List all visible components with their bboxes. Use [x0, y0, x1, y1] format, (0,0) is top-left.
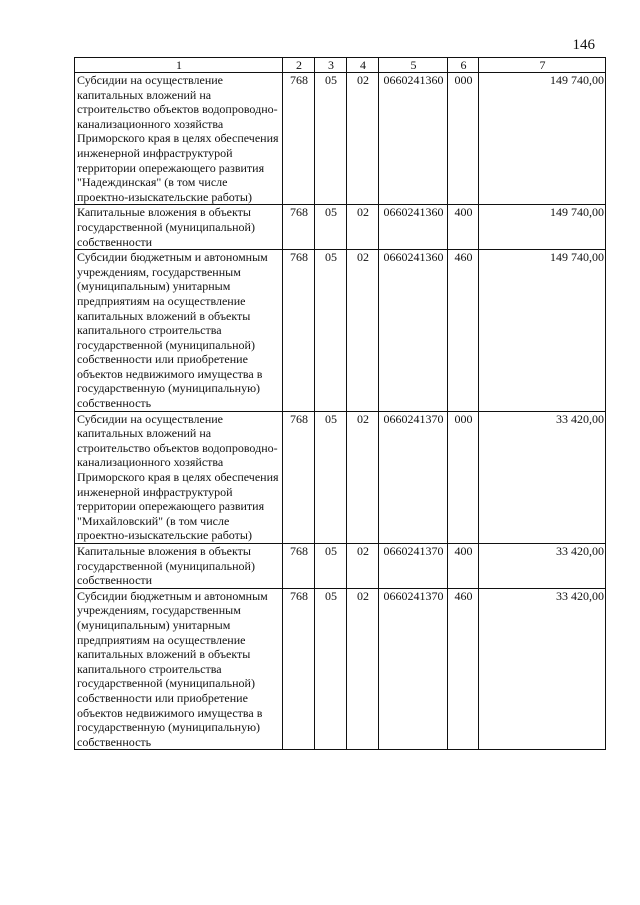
target-code-cell: 0660241360: [379, 73, 448, 205]
ministry-code-cell: 768: [283, 205, 315, 250]
target-code-cell: 0660241360: [379, 205, 448, 250]
ministry-code-cell: 768: [283, 588, 315, 750]
expense-type-cell: 460: [448, 588, 479, 750]
table-row: [75, 73, 606, 205]
section-code-cell: 05: [315, 250, 347, 412]
subsection-code-cell: 02: [347, 544, 379, 589]
expense-type-cell: 400: [448, 205, 479, 250]
expense-type-cell: 000: [448, 411, 479, 543]
column-header: 5: [379, 58, 448, 73]
section-code-cell: 05: [315, 205, 347, 250]
sum-cell: 149 740,00: [479, 250, 606, 412]
section-code-cell: 05: [315, 588, 347, 750]
target-code-cell: 0660241370: [379, 588, 448, 750]
target-code-cell: 0660241360: [379, 250, 448, 412]
column-header: 4: [347, 58, 379, 73]
column-header: 2: [283, 58, 315, 73]
ministry-code-cell: 768: [283, 73, 315, 205]
subsection-code-cell: 02: [347, 588, 379, 750]
target-code-cell: 0660241370: [379, 411, 448, 543]
ministry-code-cell: 768: [283, 544, 315, 589]
section-code-cell: 05: [315, 544, 347, 589]
expense-type-cell: 460: [448, 250, 479, 412]
ministry-code-cell: 768: [283, 411, 315, 543]
row-name-cell: Субсидии на осуществление капитальных вложений на строительство объектов водопроводно-канализационного хозяйства Приморского края в целях обеспечения инженерной инфраструктурой территории опережающего развития "Надеждинская" (в том числе проектно-изыскательские работы): [75, 73, 283, 205]
header-row: [75, 58, 606, 73]
table-row: [75, 544, 606, 589]
table-body: [75, 73, 606, 750]
table-row: [75, 205, 606, 250]
sum-cell: 33 420,00: [479, 544, 606, 589]
subsection-code-cell: 02: [347, 411, 379, 543]
table-row: [75, 250, 606, 412]
expense-type-cell: 000: [448, 73, 479, 205]
budget-table: [74, 57, 606, 750]
row-name-cell: Капитальные вложения в объекты государственной (муниципальной) собственности: [75, 205, 283, 250]
row-name-cell: Капитальные вложения в объекты государственной (муниципальной) собственности: [75, 544, 283, 589]
table-header: [75, 58, 606, 73]
subsection-code-cell: 02: [347, 73, 379, 205]
row-name-cell: Субсидии на осуществление капитальных вложений на строительство объектов водопроводно-канализационного хозяйства Приморского края в целях обеспечения инженерной инфраструктурой территории опережающего развития "Михайловский" (в том числе проектно-изыскательские работы): [75, 411, 283, 543]
sum-cell: 149 740,00: [479, 73, 606, 205]
table-row: [75, 411, 606, 543]
column-header: 1: [75, 58, 283, 73]
section-code-cell: 05: [315, 73, 347, 205]
row-name-cell: Субсидии бюджетным и автономным учреждениям, государственным (муниципальным) унитарным предприятиям на осуществление капитальных вложений в объекты капитального строительства государственной (муниципальной) собственности или приобретение объектов недвижимого имущества в государственную (муниципальную) собственность: [75, 588, 283, 750]
subsection-code-cell: 02: [347, 250, 379, 412]
table-row: [75, 588, 606, 750]
target-code-cell: 0660241370: [379, 544, 448, 589]
sum-cell: 33 420,00: [479, 411, 606, 543]
ministry-code-cell: 768: [283, 250, 315, 412]
sum-cell: 149 740,00: [479, 205, 606, 250]
column-header: 3: [315, 58, 347, 73]
column-header: 6: [448, 58, 479, 73]
expense-type-cell: 400: [448, 544, 479, 589]
page-number: 146: [572, 37, 595, 53]
row-name-cell: Субсидии бюджетным и автономным учреждениям, государственным (муниципальным) унитарным предприятиям на осуществление капитальных вложений в объекты капитального строительства государственной (муниципальной) собственности или приобретение объектов недвижимого имущества в государственную (муниципальную) собственность: [75, 250, 283, 412]
section-code-cell: 05: [315, 411, 347, 543]
sum-cell: 33 420,00: [479, 588, 606, 750]
subsection-code-cell: 02: [347, 205, 379, 250]
column-header: 7: [479, 58, 606, 73]
